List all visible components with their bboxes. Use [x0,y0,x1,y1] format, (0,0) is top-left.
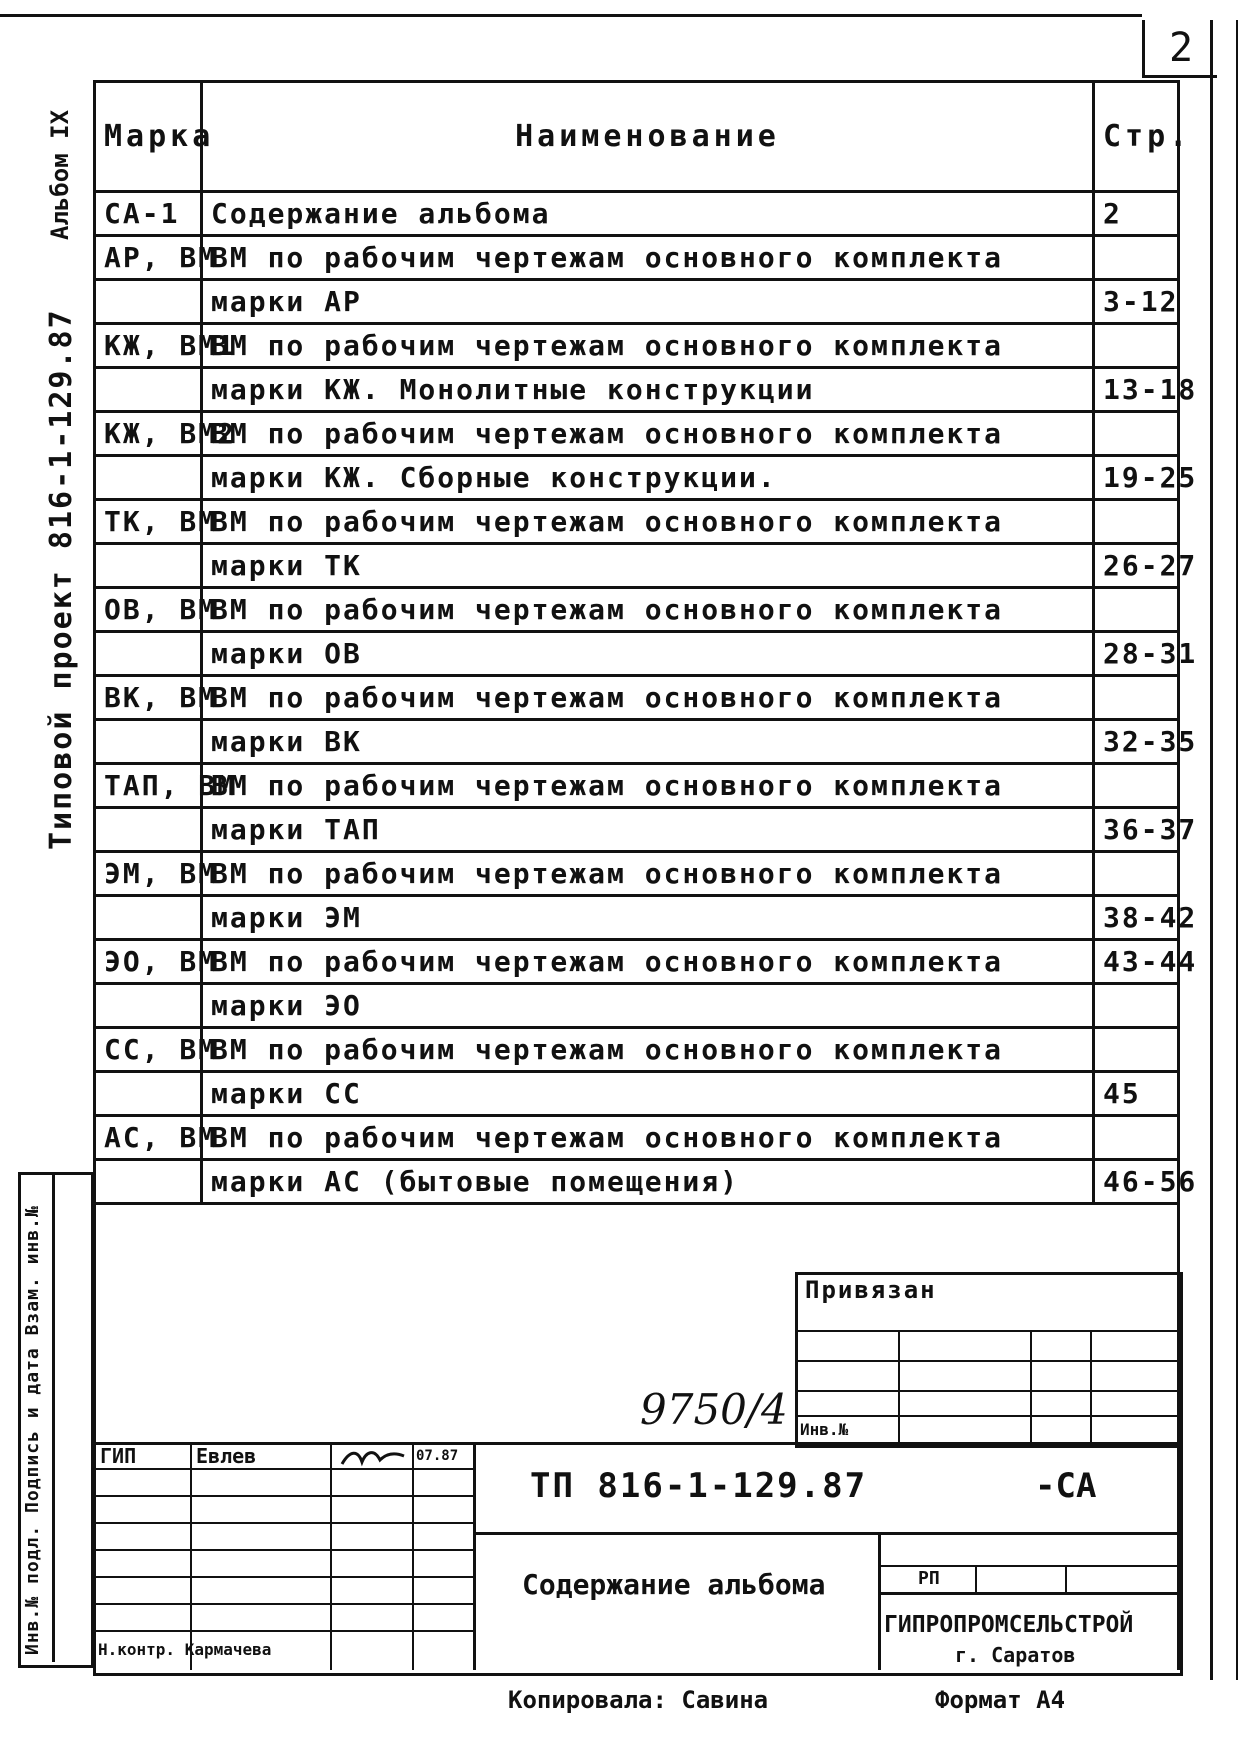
document-code: ТП 816-1-129.87 [530,1466,868,1506]
row-name: марки КЖ. Сборные конструкции. [202,456,1094,500]
header-mark: Марка [95,82,202,192]
row-name: ВМ по рабочим чертежам основного комплекта [202,500,1094,544]
title-block-stage-line [878,1565,1177,1567]
row-name: марки СС [202,1072,1094,1116]
table-row [95,940,1179,984]
document-suffix: -СА [1035,1466,1097,1506]
row-page: 13-18 [1094,368,1179,412]
row-page: 19-25 [1094,456,1179,500]
title-block-stage-v2 [1065,1565,1067,1592]
table-row [95,192,1179,236]
contents-table [93,80,1198,1205]
row-page: 38-42 [1094,896,1179,940]
sig-row-2 [93,1495,473,1497]
row-page [1094,1116,1179,1160]
row-page [1094,500,1179,544]
row-mark: СА-1 [95,192,202,236]
row-mark: ТК, ВМ [95,500,202,544]
row-page [1094,764,1179,808]
table-row [95,1072,1179,1116]
row-mark: СС, ВМ [95,1028,202,1072]
row-page [1094,984,1179,1028]
row-name: ВМ по рабочим чертежам основного комплекта [202,852,1094,896]
table-row [95,1116,1179,1160]
binding-grid-h1 [795,1330,1177,1332]
frame-right-outer [1210,20,1213,1680]
table-row [95,324,1179,368]
table-row [95,544,1179,588]
row-page: 45 [1094,1072,1179,1116]
row-page [1094,324,1179,368]
header-page: Стр. [1094,82,1179,192]
table-row [95,632,1179,676]
row-name: ВМ по рабочим чертежам основного комплекта [202,764,1094,808]
binding-grid-h4 [795,1415,1177,1417]
document-title: Содержание альбома [522,1568,826,1601]
row-name: ВМ по рабочим чертежам основного комплекта [202,324,1094,368]
row-mark: АР, ВМ [95,236,202,280]
frame-top [0,14,1142,17]
row-page: 46-56 [1094,1160,1179,1204]
row-mark [95,368,202,412]
row-name: марки КЖ. Монолитные конструкции [202,368,1094,412]
table-row [95,412,1179,456]
row-page [1094,852,1179,896]
frame-right-edge [1236,20,1238,1680]
row-page [1094,1028,1179,1072]
organization-city: г. Саратов [955,1643,1076,1667]
table-row [95,236,1179,280]
sig-col-1 [190,1442,192,1670]
project-label: Типовой проект 816-1-129.87 [44,308,79,850]
row-page [1094,236,1179,280]
handwritten-number: 9750/4 [640,1385,788,1434]
row-name: марки ЭО [202,984,1094,1028]
sig-row-4 [93,1549,473,1551]
row-page: 28-31 [1094,632,1179,676]
album-label: Альбом IX [46,109,74,240]
table-row [95,1028,1179,1072]
row-mark [95,1160,202,1204]
sig-col-2 [330,1442,332,1670]
organization-name: ГИПРОПРОМСЕЛЬСТРОЙ [884,1612,1134,1638]
row-name: Содержание альбома [202,192,1094,236]
table-row [95,588,1179,632]
sig-row-7 [93,1630,473,1632]
row-name: ВМ по рабочим чертежам основного комплекта [202,1116,1094,1160]
row-mark [95,896,202,940]
title-block-org-line [878,1592,1177,1595]
table-row [95,280,1179,324]
row-page: 32-35 [1094,720,1179,764]
table-row [95,1160,1179,1204]
sig-col-3 [412,1442,414,1670]
row-name: ВМ по рабочим чертежам основного комплекта [202,236,1094,280]
gip-signature [340,1446,406,1472]
row-page: 43-44 [1094,940,1179,984]
title-block-stage-v1 [975,1565,977,1592]
gip-date: 07.87 [416,1448,459,1464]
row-name: ВМ по рабочим чертежам основного комплекта [202,940,1094,984]
row-mark: ЭО, ВМ [95,940,202,984]
binding-grid-v2 [1030,1330,1032,1442]
sig-row-3 [93,1522,473,1524]
row-name: марки ЭМ [202,896,1094,940]
table-row [95,500,1179,544]
row-mark: ТАП, ВМ [95,764,202,808]
stage-label: РП [918,1568,940,1589]
row-mark: ЭМ, ВМ [95,852,202,896]
row-page: 2 [1094,192,1179,236]
row-page: 26-27 [1094,544,1179,588]
row-mark [95,544,202,588]
table-row [95,896,1179,940]
binding-grid-h2 [795,1360,1177,1362]
row-page: 3-12 [1094,280,1179,324]
binding-grid-h3 [795,1390,1177,1392]
row-name: ВМ по рабочим чертежам основного комплекта [202,412,1094,456]
table-row [95,676,1179,720]
row-name: марки ОВ [202,632,1094,676]
table-row [95,720,1179,764]
copied-by: Копировала: Савина [508,1686,769,1714]
row-page [1094,588,1179,632]
table-row [95,984,1179,1028]
sig-row-5 [93,1576,473,1578]
row-mark [95,1072,202,1116]
row-name: ВМ по рабочим чертежам основного комплекта [202,1028,1094,1072]
title-block-signature-divider [473,1442,476,1670]
table-row [95,764,1179,808]
row-page [1094,676,1179,720]
binding-label: Привязан [805,1276,937,1304]
gip-name: Евлев [196,1444,257,1468]
title-block-code-divider [473,1532,1177,1535]
row-mark [95,456,202,500]
inventory-strip-divider [52,1172,55,1662]
title-block-org-divider [878,1532,881,1670]
row-mark: АС, ВМ [95,1116,202,1160]
row-name: марки АР [202,280,1094,324]
row-mark: ВК, ВМ [95,676,202,720]
row-mark: КЖ, ВМ1 [95,324,202,368]
checker-row: Н.контр. Кармачева [98,1640,272,1659]
table-row [95,852,1179,896]
format-label: Формат А4 [935,1686,1066,1714]
table-row [95,456,1179,500]
row-mark: ОВ, ВМ [95,588,202,632]
row-name: марки ВК [202,720,1094,764]
binding-inv-label: Инв.№ [800,1420,849,1439]
row-name: марки ТАП [202,808,1094,852]
row-page [1094,412,1179,456]
gip-role: ГИП [100,1444,137,1468]
row-mark [95,984,202,1028]
row-mark [95,808,202,852]
table-row [95,368,1179,412]
row-mark [95,280,202,324]
row-mark [95,632,202,676]
row-page: 36-37 [1094,808,1179,852]
row-mark: КЖ, ВМ2 [95,412,202,456]
table-row [95,808,1179,852]
inventory-labels: Инв.№ подл. Подпись и дата Взам. инв.№ [22,1205,43,1655]
row-name: ВМ по рабочим чертежам основного комплекта [202,588,1094,632]
binding-grid-v3 [1090,1330,1092,1442]
sheet-number: 2 [1142,20,1217,78]
row-name: марки ТК [202,544,1094,588]
header-name: Наименование [202,82,1094,192]
binding-grid-v1 [898,1330,900,1442]
row-mark [95,720,202,764]
sig-row-6 [93,1603,473,1605]
row-name: ВМ по рабочим чертежам основного комплекта [202,676,1094,720]
sig-row-1 [93,1468,473,1470]
table-header-row [95,82,1179,192]
row-name: марки АС (бытовые помещения) [202,1160,1094,1204]
